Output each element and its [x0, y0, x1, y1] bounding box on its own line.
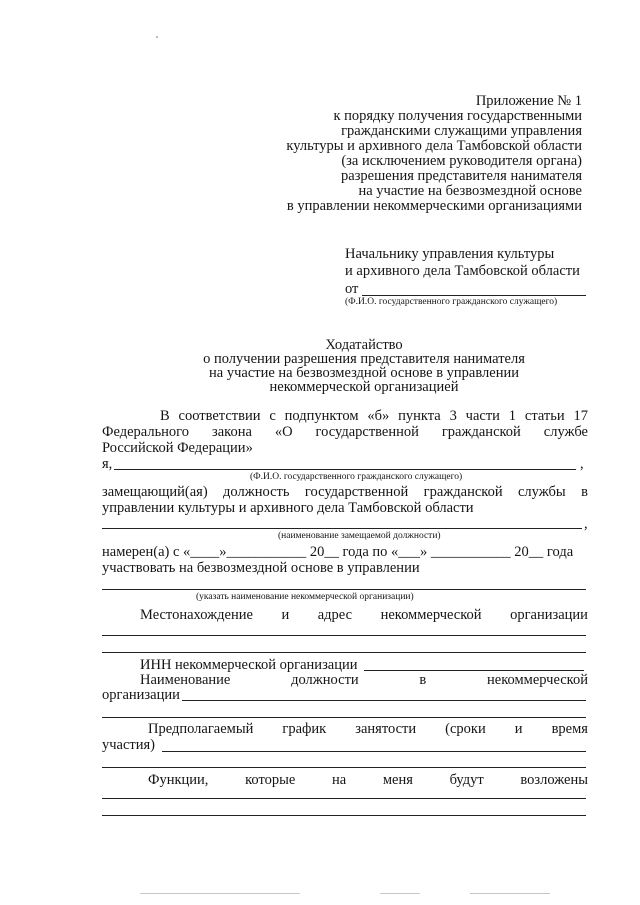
word: некоммерческой [487, 672, 588, 688]
word: Местонахождение [140, 607, 253, 623]
word: соответствии [178, 408, 261, 424]
word: 17 [573, 408, 588, 424]
word: государственной [315, 424, 419, 440]
document-subtitle: некоммерческой организацией [269, 379, 459, 395]
word: некоммерческой [380, 607, 482, 623]
word: гражданской [423, 484, 503, 500]
appendix-line: разрешения представителя нанимателя [341, 168, 582, 184]
word: (сроки [445, 721, 486, 737]
position-field[interactable] [102, 528, 582, 529]
word: пункта [398, 408, 441, 424]
paragraph-line [160, 408, 588, 424]
word: части [465, 408, 500, 424]
organization-field[interactable] [102, 589, 586, 590]
appendix-line: к порядку получения государственными [333, 108, 582, 124]
paragraph-line: управлении культуры и архивного дела Тамбовской области [102, 500, 474, 516]
from-label: от [345, 281, 359, 297]
location-field[interactable] [102, 652, 586, 653]
paragraph-line: организации [102, 687, 180, 703]
date-range-field[interactable]: намерен(а) с «____»___________ 20__ года по «___» ___________ 20__ года [102, 544, 574, 560]
word: подпунктом [284, 408, 359, 424]
line-comma: , [580, 456, 584, 472]
addressee-line: и архивного дела Тамбовской области [345, 263, 580, 279]
from-field[interactable] [362, 295, 586, 296]
scan-mark [156, 36, 158, 38]
word: службе [543, 424, 588, 440]
word: организации [510, 607, 588, 623]
location-field[interactable] [102, 635, 586, 636]
document-title: Ходатайство [325, 337, 403, 353]
organization-hint: (указать наименование некоммерческой организации) [196, 592, 414, 602]
paragraph-line [102, 484, 588, 500]
fio-hint: (Ф.И.О. государственного гражданского служащего) [250, 472, 463, 482]
inn-field[interactable] [364, 670, 584, 671]
word: будут [449, 772, 484, 788]
scan-edge [140, 893, 300, 894]
word: Федерального [102, 424, 190, 440]
word: в [581, 484, 588, 500]
word: в [419, 672, 427, 688]
appendix-line: гражданскими служащими управления [341, 123, 582, 139]
paragraph-line [148, 772, 588, 788]
word: с [269, 408, 276, 424]
word: график [282, 721, 327, 737]
schedule-field[interactable] [162, 751, 586, 752]
word: Наименование [140, 672, 231, 688]
word: время [551, 721, 588, 737]
word: «О [274, 424, 293, 440]
word: занятости [355, 721, 417, 737]
word: возложены [520, 772, 588, 788]
word: должности [291, 672, 359, 688]
scan-edge [380, 893, 420, 894]
org-position-field[interactable] [102, 717, 586, 718]
appendix-line: культуры и архивного дела Тамбовской области [286, 138, 582, 154]
word: «б» [367, 408, 390, 424]
word: замещающий(ая) [102, 484, 208, 500]
paragraph-line [140, 672, 588, 688]
position-hint: (наименование замещаемой должности) [278, 531, 441, 541]
ya-label: я, [102, 456, 113, 472]
word: должность [223, 484, 290, 500]
line-comma: , [584, 516, 588, 532]
appendix-line: (за исключением руководителя органа) [341, 153, 582, 169]
word: на [331, 772, 347, 788]
paragraph-line: Российской Федерации» [102, 440, 253, 456]
word: Предполагаемый [148, 721, 254, 737]
word: 1 [508, 408, 517, 424]
word: гражданской [441, 424, 521, 440]
appendix-line: на участие на безвозмездной основе [358, 183, 582, 199]
document-subtitle: о получении разрешения представителя нанимателя [203, 351, 525, 367]
fio-field[interactable] [114, 469, 576, 470]
word: которые [245, 772, 296, 788]
word: и [514, 721, 523, 737]
paragraph-line [148, 721, 588, 737]
word: государственной [304, 484, 409, 500]
word: 3 [449, 408, 457, 424]
appendix-line: в управлении некоммерческими организациями [286, 198, 582, 214]
paragraph-line: участия) [102, 737, 156, 753]
schedule-field[interactable] [102, 767, 586, 768]
functions-field[interactable] [102, 815, 586, 816]
org-position-field[interactable] [182, 700, 586, 701]
appendix-title: Приложение № 1 [475, 93, 582, 109]
document-subtitle: на участие на безвозмездной основе в управлении [209, 365, 519, 381]
word: Функции, [148, 772, 209, 788]
paragraph-line [140, 607, 588, 623]
from-hint: (Ф.И.О. государственного гражданского служащего) [345, 297, 558, 307]
word: службы [518, 484, 566, 500]
word: статьи [524, 408, 565, 424]
addressee-line: Начальнику управления культуры [345, 246, 555, 262]
word: закона [211, 424, 252, 440]
word: адрес [317, 607, 353, 623]
scan-edge [470, 893, 550, 894]
inn-label: ИНН некоммерческой организации [140, 657, 358, 673]
word: меня [382, 772, 413, 788]
word: В [160, 408, 170, 424]
word: и [281, 607, 290, 623]
functions-field[interactable] [102, 798, 586, 799]
paragraph-line: участвовать на безвозмездной основе в управлении [102, 560, 420, 576]
paragraph-line [102, 424, 588, 440]
